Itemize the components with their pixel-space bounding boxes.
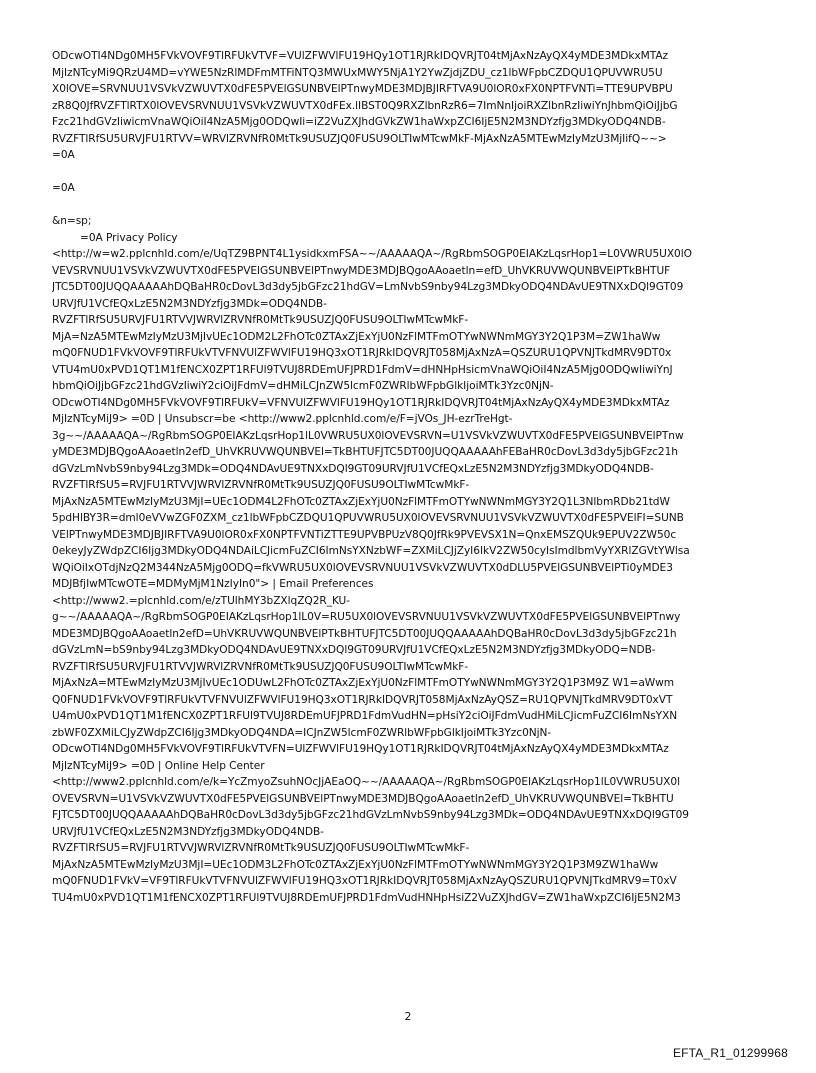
text-line: RVZFTlRfSU5URVJFU1RTVV=WRVlZRVNfR0MtTk9USUZJQ0FUSU9OLTIwMTcwMkF-MjAxNzA5MTEwMzIyMzU3MjIifQ~~> [52,132,667,145]
document-body [52,48,764,906]
text-line: MDJBfjIwMTcwOTE=MDMyMjM1NzIyIn0"> | Email Preferences [52,578,374,590]
text-line: dGVzLmN=bS9nby94Lzg3MDkyODQ4NDAvUE9TNXxDQl9GT09URVJfU1VCfEQxLzE5N2M3NDYzfjg3MDkyODQ=NDB- [52,644,656,656]
text-line: MjAxNzA5MTEwMzIyMzU3MjI=UEc1ODM3L2FhOTc0ZTAxZjExYjU0NzFlMTFmOTYwNWNmMGY3Y2Q1P3M9ZW1haWw [52,858,659,871]
text-line: X0lOVE=SRVNUU1VSVkVZWUVTX0dFE5PVElGSUNBVElPTnwyMDE3MDJBJIRFTVA9U0lOR0xFX0NPTFVNTi=TTE9UPVBPU [52,83,673,95]
text-line: ODcwOTI4NDg0MH5FVkVOVF9TlRFUkVTVFN=UlZFWVlFU19HQy1OT1RJRkIDQVRJT04tMjAxNzAyQX4yMDE3MDkxMTAz [52,743,669,755]
text-line: Q0FNUD1FVkVOVF9TlRFUkVTVFNVUlZFWVlFU19HQ3xOT1RJRkIDQVRJT058MjAxNzAyQSZ=RU1QPVNJTkdMRV9DT0xVT [52,693,673,706]
text-line: 0ekeyJyZWdpZCI6Ijg3MDkyODQ4NDAiLCJicmFuZCI6ImNsYXNzbWF=ZXMiLCJjZyI6IkV2ZW50cyIsImdlbmVyYXRlZGVtYWlsa [52,545,690,557]
text-line: =0A Privacy Policy [80,231,178,244]
text-line: MjIzNTcyMiJ9> =0D | Online Help Center [52,759,265,772]
text-line: URVJfU1VCfEQxLzE5N2M3NDYzfjg3MDkyODQ4NDB- [52,825,324,838]
text-line: <http://www2.pplcnhld.com/e/k=YcZmyoZsuhNOcJjAEaOQ~~/AAAAAQA~/RgRbmSOGP0EIAKzLqsrHop1lL0VWRU5UX0l [52,776,680,788]
text-line: 3g~~/AAAAAQA~/RgRbmSOGP0EIAKzLqsrHop1lL0VWRU5UX0lOVEVSRVN=U1VSVkVZWUVTX0dFE5PVElGSUNBVElPTnw [52,429,684,442]
text-line: OVEVSRVN=U1VSVkVZWUVTX0dFE5PVElGSUNBVElPTnwyMDE3MDJBQgoAAoaetln2efD_UhVKRUVWQUNBVEl=TkBHTU [52,792,674,805]
text-line: VEVSRVNUU1VSVkVZWUVTX0dFE5PVElGSUNBVElPTnwyMDE3MDJBQgoAAoaetln=efD_UhVKRUVWQUNBVElPTkBHTUF [52,264,671,277]
text-line: MjIzNTcyMi9QRzU4MD=vYWE5NzRlMDFmMTFiNTQ3MWUxMWY5NjA1Y2YwZjdjZDU_cz1lbWFpbCZDQU1QPUVWRU5U [52,66,663,79]
text-line [52,164,764,181]
text-line: mQ0FNUD1FVkV=VF9TlRFUkVTVFNVUlZFWVlFU19HQ3xOT1RJRkIDQVRJT058MjAxNzAyQSZURU1QPVNJTkdMRV9=T0xV [52,875,677,887]
text-line: ODcwOTI4NDg0MH5FVkVOVF9TlRFUkV=VFNVUlZFWVlFU19HQy1OT1RJRkIDQVRJT04tMjAxNzAyQX4yMDE3MDkxMTAz [52,396,670,409]
text-line: dGVzLmNvbS9nby94Lzg3MDk=ODQ4NDAvUE9TNXxDQl9GT09URVJfU1VCfEQxLzE5N2M3NDYzfjg3MDkyODQ4NDB- [52,462,654,475]
text-line: WQiOiIxOTdjNzQ2M344NzA5Mjg0ODQ=fkVWRU5UX0lOVEVSRVNUU1VSVkVZWUVTX0dDLU5PVElGSUNBVElPTi0yMDE3 [52,561,673,574]
text-line: zR8Q0JfRVZFTlRTX0lOVEVSRVNUU1VSVkVZWUVTX0dFEx.lIBST0Q9RXZlbnRzR6=7ImNnIjoiRXZlbnRzIiwiYnJhbmQiOiJjbG [52,99,678,112]
text-line: ODcwOTI4NDg0MH5FVkVOVF9TlRFUkVTVF=VUlZFWVlFU19HQy1OT1RJRkIDQVRJT04tMjAxNzAyQX4yMDE3MDkxMTAz [52,50,669,62]
text-line: JTC5DT00JUQQAAAAAhDQBaHR0cDovL3d3dy5jbGFzc21hdGV=LmNvbS9nby94Lzg3MDkyODQ4NDAvUE9TNXxDQl9GT09 [52,281,684,293]
text-line: RVZFTlRfSU5URVJFU1RTVVJWRVlZRVNfR0MtTk9USUZJQ0FUSU9OLTIwMTcwMkF- [52,660,469,673]
text-line: <http://www2.=plcnhld.com/e/zTUlhMY3bZXlqZQ2R_KU- [52,594,351,607]
text-line: MjA=NzA5MTEwMzIyMzU3MjIvUEc1ODM2L2FhOTc0ZTAxZjExYjU0NzFlMTFmOTYwNWNmMGY3Y2Q1P3M=ZW1haWw [52,330,661,343]
text-line: 5pdHlBY3R=dml0eVVwZGF0ZXM_cz1lbWFpbCZDQU1QPUVWRU5UX0lOVEVSRVNUU1VSVkVZWUVTX0dFE5PVElFI=SUNB [52,512,684,524]
text-line: g~~/AAAAAQA~/RgRbmSOGP0EIAKzLqsrHop1lL0V=RU5UX0lOVEVSRVNUU1VSVkVZWUVTX0dFE5PVElGSUNBVElPTnwy [52,611,681,623]
text-line: MDE3MDJBQgoAAoaetln2efD=UhVKRUVWQUNBVElPTkBHTUFJTC5DT00JUQQAAAAAhDQBaHR0cDovL3d3dy5jbGFzc21h [52,627,677,640]
text-line: RVZFTlRfSU5URVJFU1RTVVJWRVlZRVNfR0MtTk9USUZJQ0FUSU9OLTIwMTcwMkF- [52,314,469,326]
text-line: =0A [52,149,75,161]
text-line: U4mU0xPVD1QT1M1fENCX0ZPT1RFUl9TVUJ8RDEmUFJPRD1FdmVudHN=pHsiY2ciOiJFdmVudHMiLCJicmFuZCI6ImNsYXN [52,710,678,722]
text-line: TU4mU0xPVD1QT1M1fENCX0ZPT1RFUl9TVUJ8RDEmUFJPRD1FdmVudHNHpHsiZ2VuZXJhdGV=ZW1haWxpZCI6IjE5N2M3 [52,891,681,904]
text-line: VTU4mU0xPVD1QT1M1fENCX0ZPT1RFUl9TVUJ8RDEmUFJPRD1FdmV=dHNHpHsicmVnaWQiOiI4NzA5Mjg0ODQwIiwiYnJ [52,363,673,376]
text-line: MjAxNzA=MTEwMzIyMzU3MjIvUEc1ODUwL2FhOTc0ZTAxZjExYjU0NzFlMTFmOTYwNWNmMGY3Y2Q1P3M9Z W1=aWwm [52,677,675,689]
text-line: yMDE3MDJBQgoAAoaetln2efD_UhVKRUVWQUNBVEl=TkBHTUFJTC5DT00JUQQAAAAAhFEBaHR0cDovL3d3dy5jbGFzc21h [52,446,678,458]
text-line [52,197,764,214]
text-line: FJTC5DT00JUQQAAAAAhDQBaHR0cDovL3d3dy5jbGFzc21hdGVzLmNvbS9nby94Lzg3MDk=ODQ4NDAvUE9TNXxDQl9GT09 [52,809,690,821]
text-line: mQ0FNUD1FVkVOVF9TlRFUkVTVFNVUlZFWVlFU19HQ3xOT1RJRkIDQVRJT058MjAxNzA=QSZURU1QPVNJTkdMRV9DT0x [52,347,672,359]
text-line: hbmQiOiJjbGFzc21hdGVzIiwiY2ciOiJFdmV=dHMiLCJnZW5lcmF0ZWRlbWFpbGlkIjoiMTk3Yzc0NjN- [52,380,554,392]
document-id: EFTA_R1_01299968 [672,1046,788,1060]
page-number: 2 [404,1011,412,1023]
text-line: MjAxNzA5MTEwMzIyMzU3MjI=UEc1ODM4L2FhOTc0ZTAxZjExYjU0NzFlMTFmOTYwNWNmMGY3Y2Q1L3NlbmRDb21tdW [52,495,670,508]
text-line: RVZFTlRfSU5=RVJFU1RTVVJWRVlZRVNfR0MtTk9USUZJQ0FUSU9OLTIwMTcwMkF- [52,842,470,854]
text-line: &n=sp; [52,215,92,227]
text-line: =0A [52,182,75,194]
text-line: RVZFTlRfSU5=RVJFU1RTVVJWRVlZRVNfR0MtTk9USUZJQ0FUSU9OLTIwMTcwMkF- [52,479,470,491]
text-line: MjIzNTcyMiJ9> =0D | Unsubscr=be <http://www2.pplcnhld.com/e/F=jVOs_JH-ezrTreHgt- [52,413,513,425]
text-line: Fzc21hdGVzIiwicmVnaWQiOiI4NzA5Mjg0ODQwIi=iZ2VuZXJhdGVkZW1haWxpZCI6IjE5N2M3NDYzfjg3MDkyODQ4NDB- [52,116,666,128]
text-line: URVJfU1VCfEQxLzE5N2M3NDYzfjg3MDk=ODQ4NDB- [52,297,327,310]
text-line: <http://w=w2.pplcnhld.com/e/UqTZ9BPNT4L1ysidkxmFSA~~/AAAAAQA~/RgRbmSOGP0EIAKzLqsrHop1=L0VWRU5UX0lO [52,248,692,260]
text-line: VElPTnwyMDE3MDJBJIRFTVA9U0lOR0xFX0NPTFVNTiZTTE9UPVBPUzV8Q0JfRk9PVEVSX1N=QnxEMSZQUk9EPUV2ZW50c [52,528,677,541]
text-line: zbWF0ZXMiLCJyZWdpZCI6Ijg3MDkyODQ4NDA=ICJnZW5lcmF0ZWRlbWFpbGlkIjoiMTk3Yzc0NjN- [52,726,552,739]
